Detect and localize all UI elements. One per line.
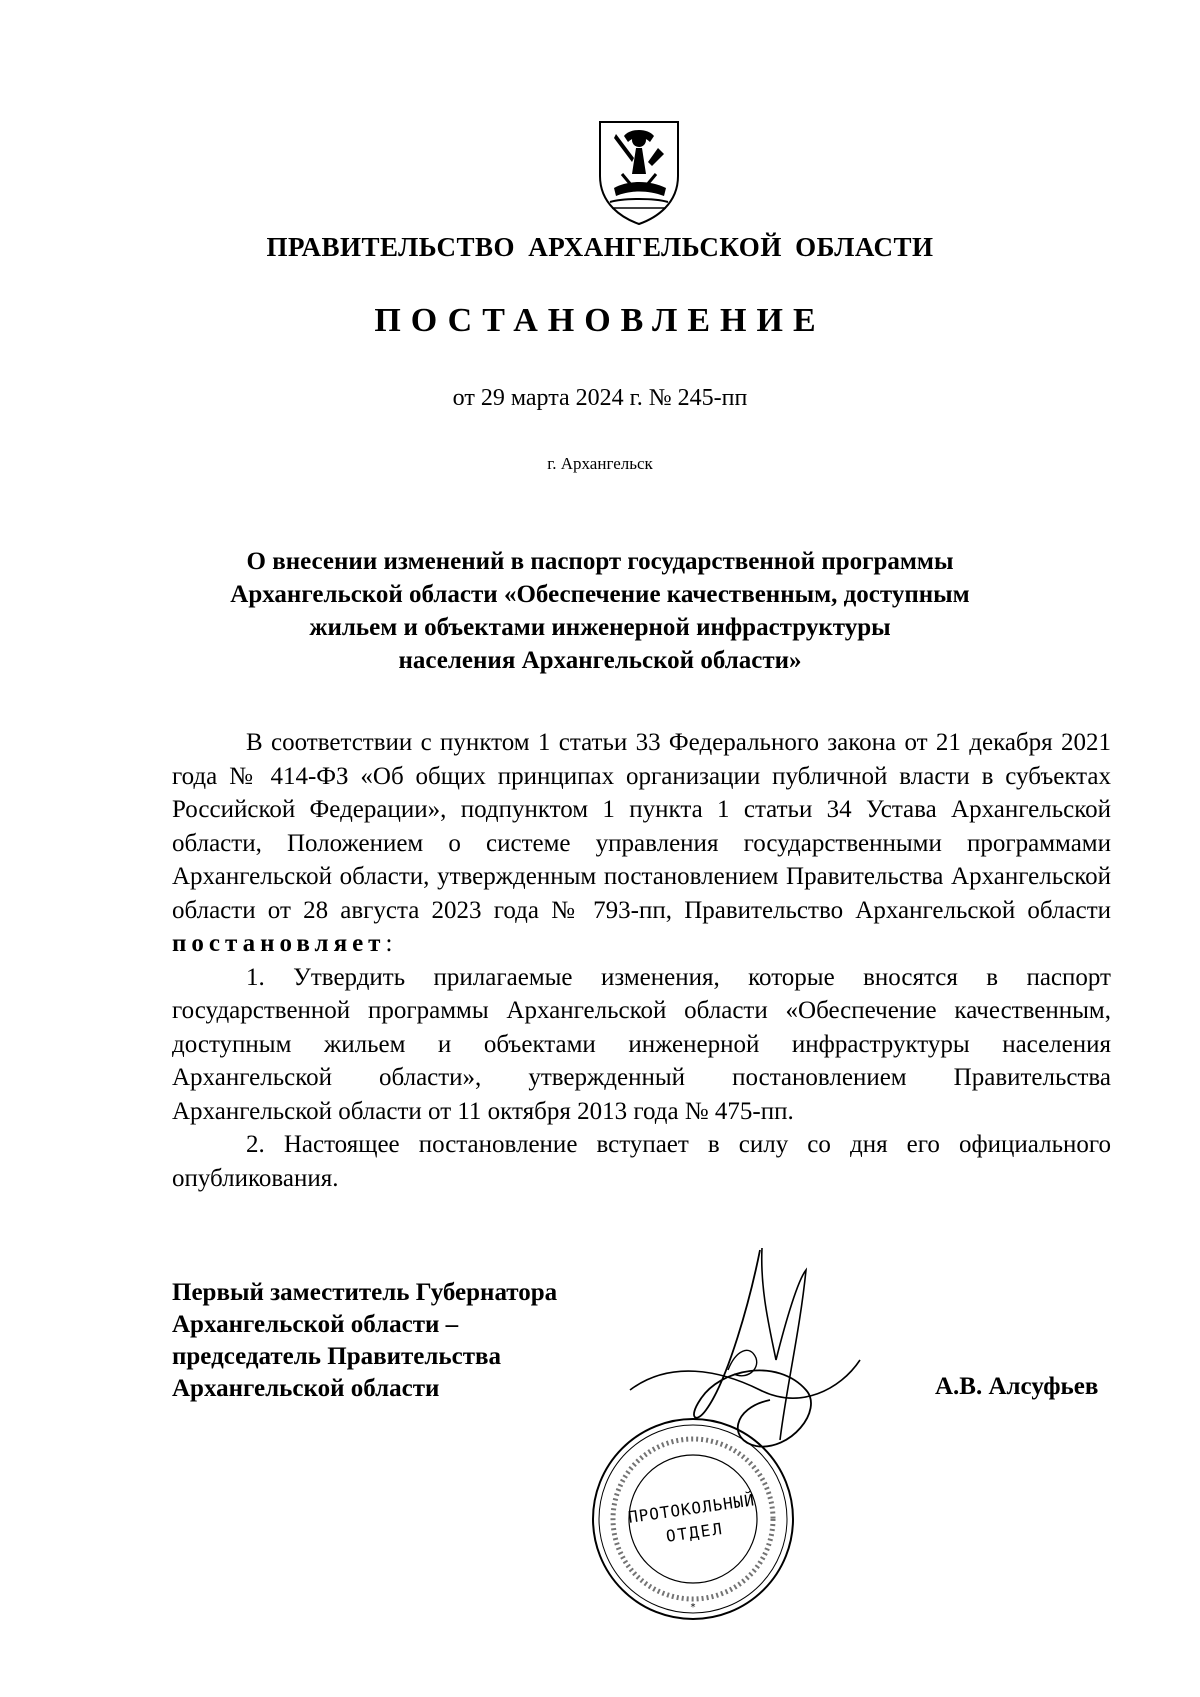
preamble-end: : bbox=[385, 930, 393, 957]
body-paragraph-item-2: 2. Настоящее постановление вступает в силу со дня его официального опубликования. bbox=[172, 1131, 1111, 1192]
body-paragraph-item-1: 1. Утвердить прилагаемые изменения, которые вносятся в паспорт государственной программы Архангельской области «Обеспечение качественным, доступным жильем и объектами инженерной инфраструктуры населения Архангельской области», утвержденный постановлением Правительства Архангельской области от 11 октября 2013 года № 475-пп. bbox=[172, 963, 1111, 1125]
position-line: Первый заместитель Губернатора bbox=[172, 1279, 558, 1306]
coat-of-arms-icon bbox=[594, 118, 684, 226]
position-line: председатель Правительства bbox=[172, 1343, 502, 1370]
document-title bbox=[200, 545, 1000, 677]
resolves-word: постановляет bbox=[172, 930, 386, 957]
position-line: Архангельской области bbox=[172, 1375, 440, 1402]
document-date-number: от 29 марта 2024 г. № 245-пп bbox=[452, 385, 748, 411]
handwritten-signature bbox=[610, 1240, 870, 1470]
stamp-text-line: ПРОТОКОЛЬНЫЙ bbox=[627, 1490, 757, 1527]
document-type: ПОСТАНОВЛЕНИЕ bbox=[374, 302, 826, 339]
document-body bbox=[172, 726, 1111, 1195]
document-city: г. Архангельск bbox=[547, 454, 653, 473]
title-line: жильем и объектами инженерной инфраструктуры bbox=[309, 614, 891, 641]
preamble-text: В соответствии с пунктом 1 статьи 33 Федерального закона от 21 декабря 2021 года № 414-ФЗ «Об общих принципах организации публичной власти в субъектах Российской Федерации», подпунктом 1 пункта 1 статьи 34 Устава Архангельской области, Положением о системе управления государственными программами Архангельской области, утвержденным постановлением Правительства Архангельской области от 28 августа 2023 года № 793-пп, Правительство Архангельской области bbox=[172, 729, 1111, 924]
svg-text:*: * bbox=[690, 1602, 696, 1613]
title-line: О внесении изменений в паспорт государственной программы bbox=[246, 548, 954, 575]
title-line: населения Архангельской области» bbox=[398, 647, 802, 674]
signatory-name: А.В. Алсуфьев bbox=[935, 1373, 1099, 1400]
organization-name: ПРАВИТЕЛЬСТВО АРХАНГЕЛЬСКОЙ ОБЛАСТИ bbox=[266, 232, 934, 262]
stamp-text-line: ОТДЕЛ bbox=[664, 1518, 726, 1546]
position-line: Архангельской области – bbox=[172, 1311, 459, 1338]
signatory-position bbox=[172, 1277, 557, 1405]
body-paragraph-preamble bbox=[172, 726, 1111, 961]
title-line: Архангельской области «Обеспечение качественным, доступным bbox=[230, 581, 970, 608]
